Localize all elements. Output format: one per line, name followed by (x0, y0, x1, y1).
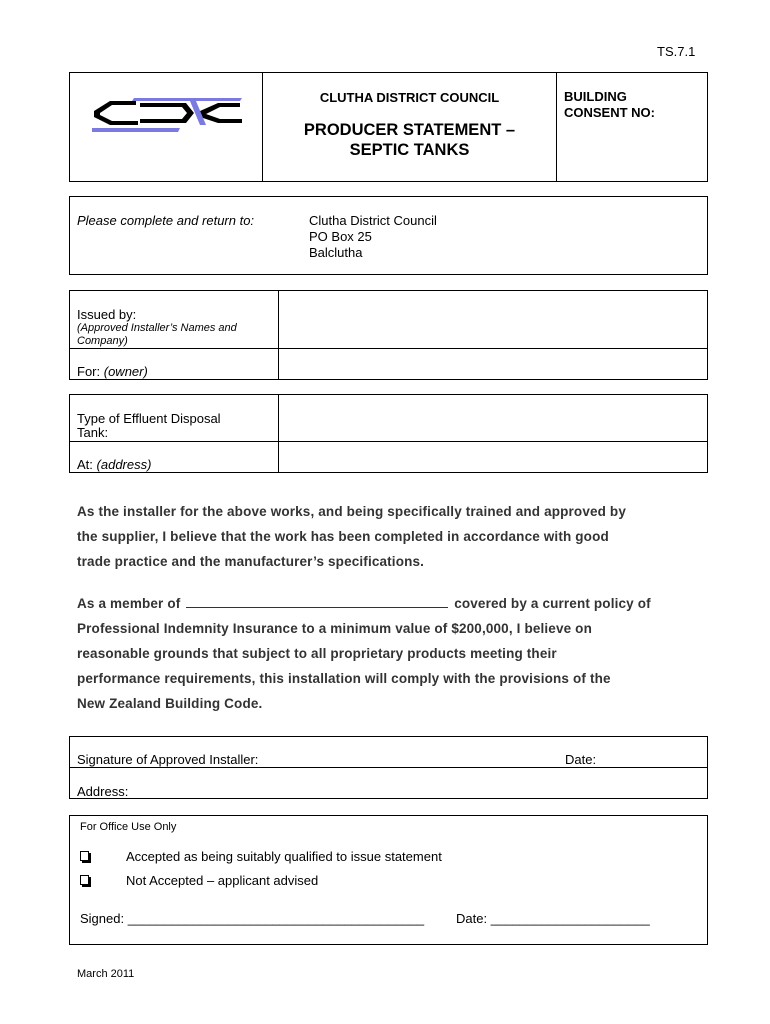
address-field[interactable] (280, 443, 706, 471)
installer-signature-label: Signature of Approved Installer: (77, 752, 259, 767)
consent-number-label (564, 89, 655, 121)
council-logo-icon (90, 95, 250, 135)
covered-by-text: covered by a current policy of (454, 596, 651, 611)
office-date-field[interactable]: ______________________ (490, 911, 650, 926)
not-accepted-option-label: Not Accepted – applicant advised (126, 873, 319, 888)
signature-row-divider (69, 767, 708, 768)
statement-p1-line-3: trade practice and the manufacturer’s specifications. (77, 554, 425, 569)
at-label: At: (77, 457, 93, 472)
at-hint: (address) (96, 457, 152, 472)
office-signed-label: Signed: (80, 911, 125, 926)
address-line-2: PO Box 25 (309, 229, 372, 244)
installer-address-field[interactable] (140, 769, 706, 797)
tank-divider (278, 394, 279, 473)
statement-p1-line-2: the supplier, I believe that the work has been completed in accordance with good (77, 529, 609, 544)
council-name: CLUTHA DISTRICT COUNCIL (319, 90, 500, 105)
statement-p2-line-3: reasonable grounds that subject to all proprietary products meeting their (77, 646, 557, 661)
document-code: TS.7.1 (657, 44, 696, 59)
statement-paragraph-1 (77, 499, 626, 574)
office-date-label: Date: (456, 911, 488, 926)
statement-p2-line-1 (77, 591, 651, 616)
statement-p2-line-4: performance requirements, this installation will comply with the provisions of the (77, 671, 611, 686)
statement-p1-line-1: As the installer for the above works, and being specifically trained and approved by (77, 504, 626, 519)
issued-sublabel-line-2: Company) (77, 335, 128, 347)
page-title (263, 120, 556, 160)
not-accepted-checkbox[interactable] (80, 875, 89, 885)
consent-number-field[interactable] (564, 128, 702, 176)
for-hint: (owner) (103, 364, 148, 379)
tank-type-field[interactable] (280, 396, 706, 440)
address-line-1: Clutha District Council (309, 213, 437, 228)
consent-label-line-1: BUILDING (564, 89, 627, 104)
for-owner-label (77, 364, 148, 379)
issued-by-label: Issued by: (77, 307, 137, 322)
return-address (309, 213, 437, 261)
statement-paragraph-2 (77, 591, 651, 716)
issued-sublabel-line-1: (Approved Installer’s Names and (77, 322, 237, 334)
tank-label-line-2: Tank: (77, 425, 109, 440)
at-address-label (77, 457, 151, 472)
for-label: For: (77, 364, 101, 379)
address-line-3: Balclutha (309, 245, 363, 260)
statement-p2-line-5: New Zealand Building Code. (77, 696, 263, 711)
issued-row-divider (69, 348, 708, 349)
issued-divider (278, 290, 279, 380)
member-of-text: As a member of (77, 596, 181, 611)
signature-date-field[interactable] (602, 738, 706, 766)
installer-signature-field[interactable] (280, 738, 558, 766)
office-signed-field[interactable]: _________________________________________ (127, 911, 425, 926)
office-signed-row (80, 911, 424, 926)
tank-row-divider (69, 441, 708, 442)
office-date-row (456, 911, 650, 926)
member-organisation-field[interactable] (186, 595, 448, 608)
office-use-title: For Office Use Only (80, 821, 177, 833)
issued-by-field[interactable] (280, 292, 706, 347)
issued-by-sublabel (77, 322, 237, 348)
statement-p2-line-2: Professional Indemnity Insurance to a minimum value of $200,000, I believe on (77, 621, 592, 636)
footer-date: March 2011 (77, 968, 135, 980)
accepted-checkbox[interactable] (80, 851, 89, 861)
owner-field[interactable] (280, 350, 706, 378)
title-line-1: PRODUCER STATEMENT – (303, 121, 516, 139)
consent-label-line-2: CONSENT NO: (564, 105, 655, 120)
title-line-2: SEPTIC TANKS (349, 141, 470, 159)
accepted-option-label: Accepted as being suitably qualified to issue statement (126, 849, 442, 864)
header-divider-2 (556, 72, 557, 182)
effluent-tank-label (77, 412, 221, 440)
return-to-label: Please complete and return to: (77, 213, 255, 228)
signature-date-label: Date: (565, 752, 597, 767)
council-logo (90, 95, 250, 135)
tank-label-line-1: Type of Effluent Disposal (77, 411, 221, 426)
installer-address-label: Address: (77, 784, 129, 799)
